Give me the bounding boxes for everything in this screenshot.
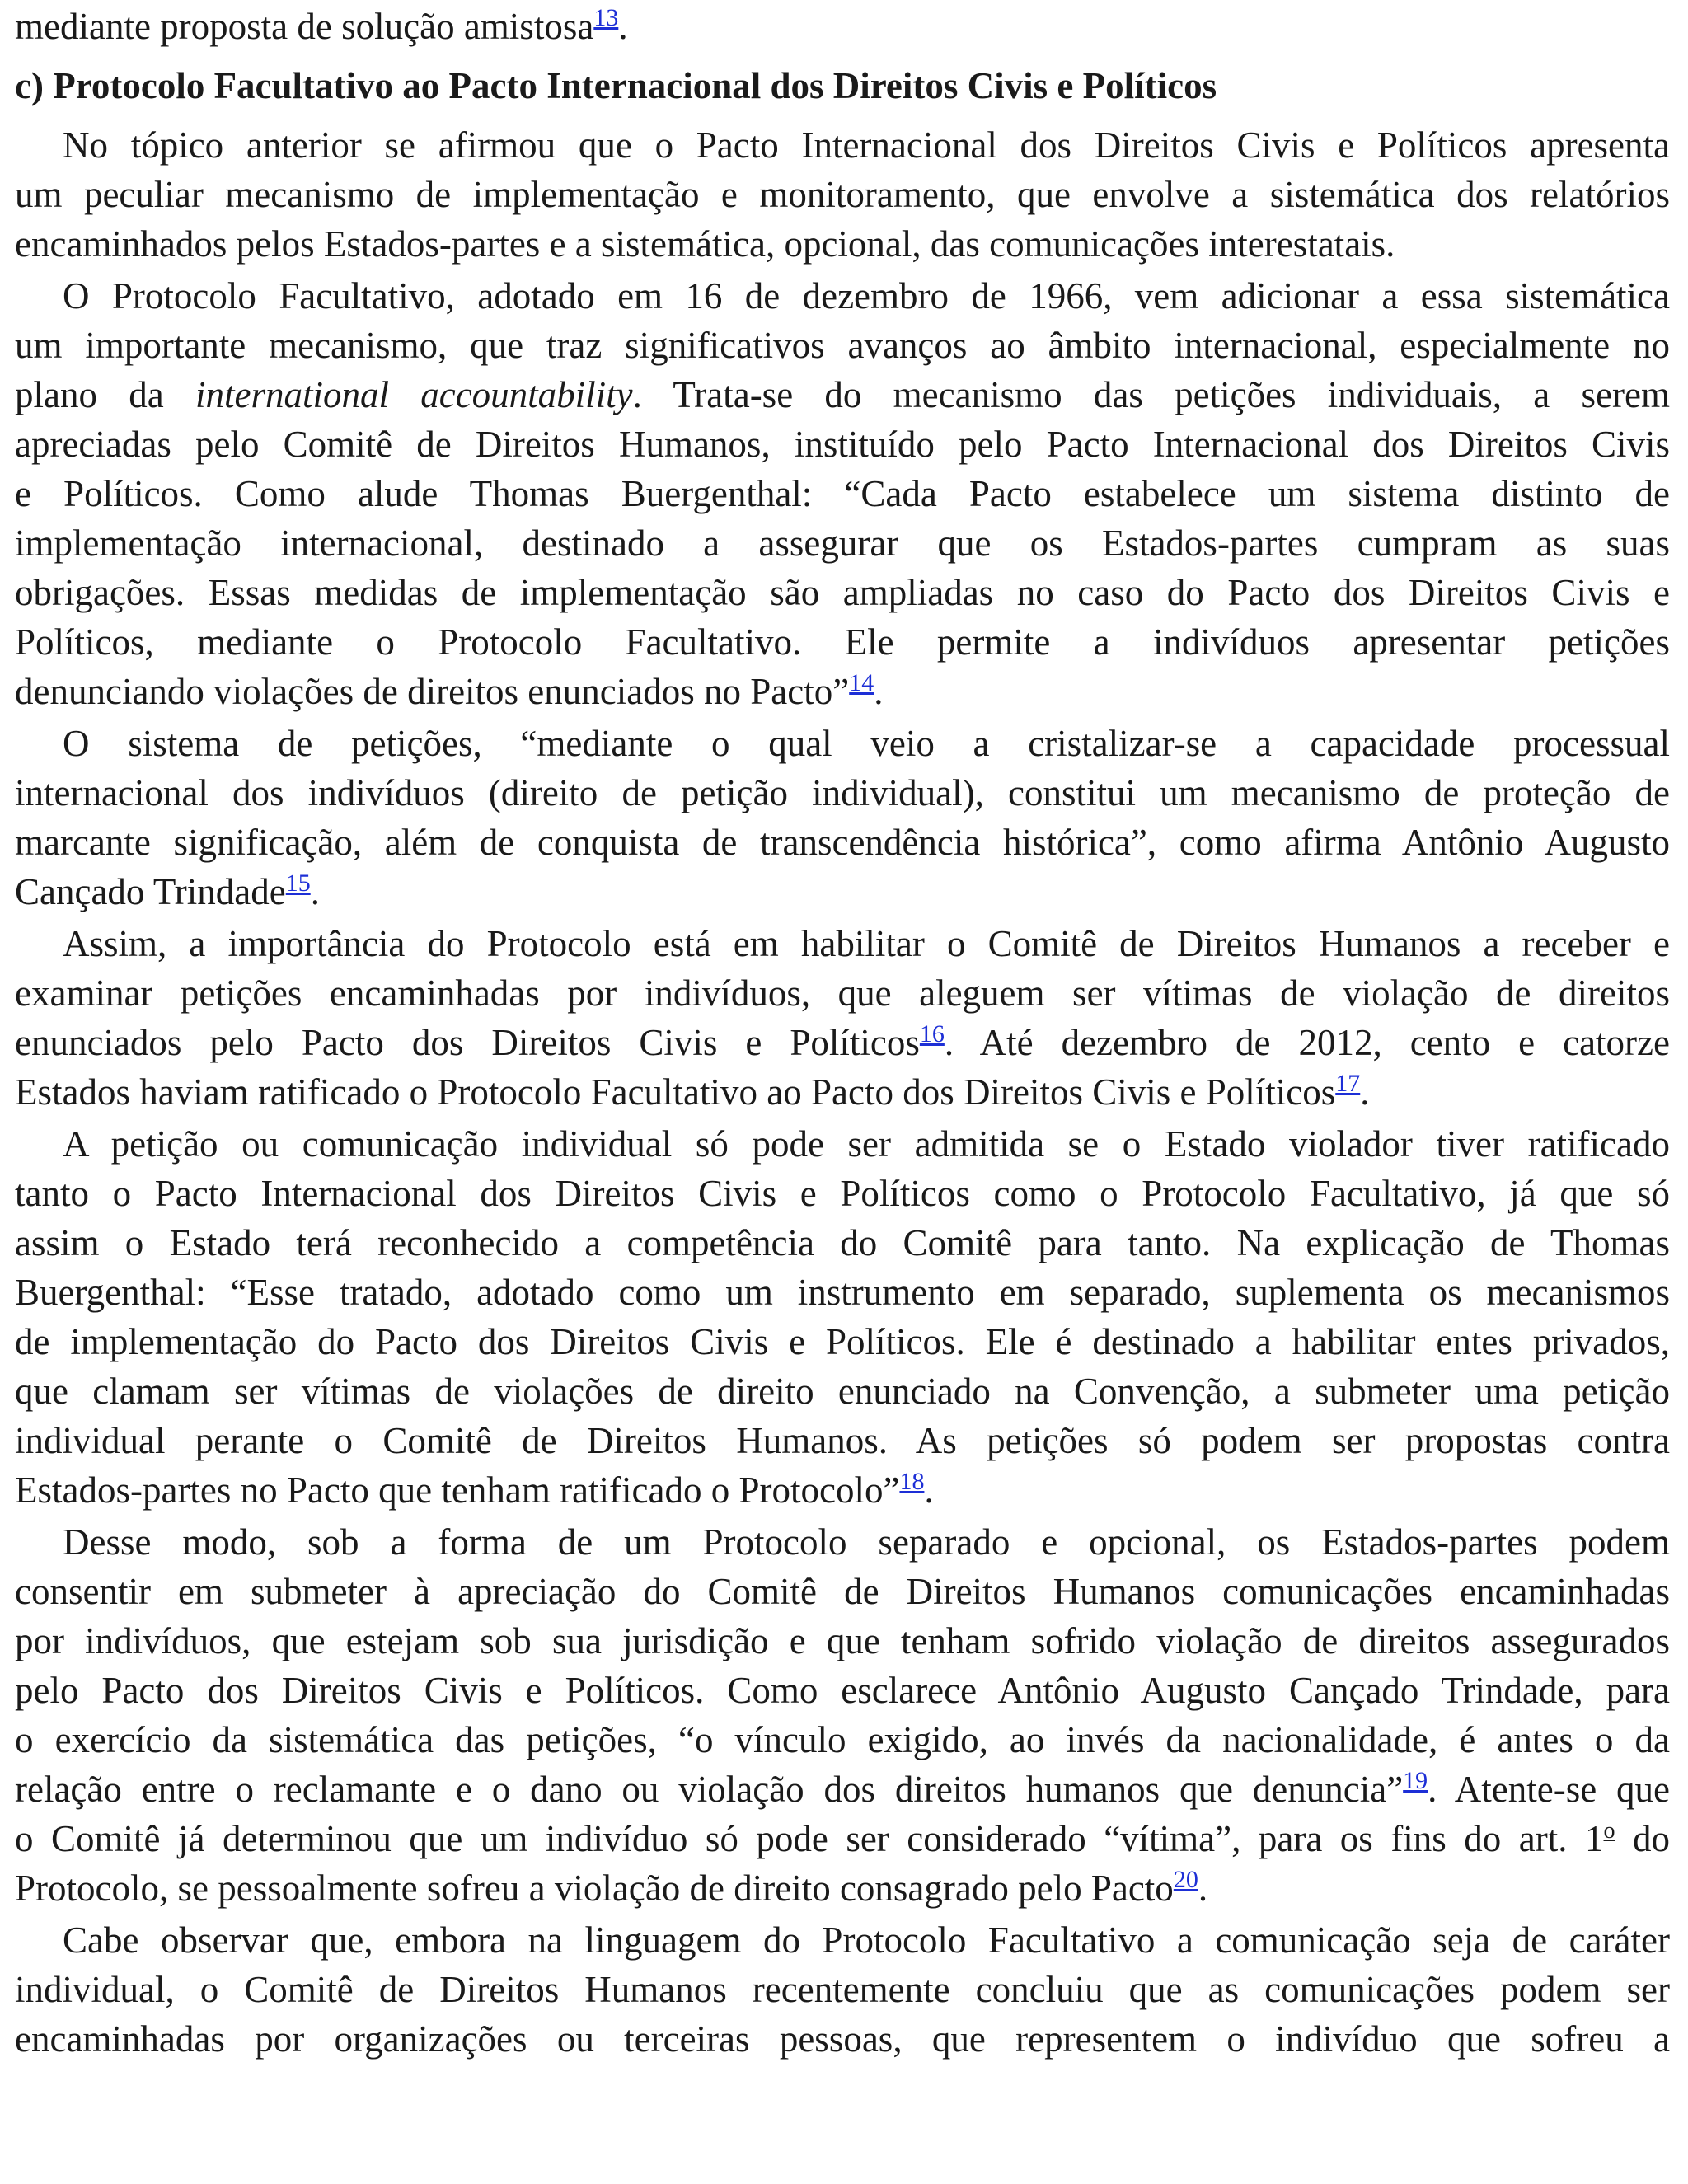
- paragraph-line: o exercício da sistemática das petições, “o vínculo exigido, ao invés da nacionalidade, é antes o da: [15, 1719, 1670, 1760]
- paragraph-line: Cabe observar que, embora na linguagem do Protocolo Facultativo a comunicação seja de caráter: [63, 1919, 1670, 1961]
- paragraph-line: pelo Pacto dos Direitos Civis e Políticos. Como esclarece Antônio Augusto Cançado Trindade, para: [15, 1670, 1670, 1711]
- paragraph-line: um peculiar mecanismo de implementação e monitoramento, que envolve a sistemática dos relatórios: [15, 174, 1670, 215]
- footnote-link-18[interactable]: 18: [899, 1468, 925, 1495]
- paragraph: [15, 271, 1670, 716]
- text-run: .: [1360, 1071, 1370, 1113]
- text-run: Protocolo, se pessoalmente sofreu a violação de direito consagrado pelo Pacto: [15, 1868, 1174, 1909]
- footnote-link-13[interactable]: 13: [593, 4, 619, 31]
- paragraph-line: de implementação do Pacto dos Direitos Civis e Políticos. Ele é destinado a habilitar entes privados,: [15, 1321, 1670, 1362]
- document-page: [15, 0, 1670, 2064]
- paragraph-line: [15, 1018, 1670, 1067]
- paragraph-line: consentir em submeter à apreciação do Comitê de Direitos Humanos comunicações encaminhadas: [15, 1571, 1670, 1612]
- paragraph-line: [15, 667, 1670, 716]
- paragraph-line: Assim, a importância do Protocolo está em habilitar o Comitê de Direitos Humanos a receber e: [63, 923, 1670, 964]
- paragraph-line: [15, 1465, 1670, 1515]
- paragraph-line: e Políticos. Como alude Thomas Buergenthal: “Cada Pacto estabelece um sistema distinto de: [15, 473, 1670, 514]
- paragraph-line: implementação internacional, destinado a assegurar que os Estados-partes cumpram as suas: [15, 523, 1670, 564]
- section-heading: c) Protocolo Facultativo ao Pacto Internacional dos Direitos Civis e Políticos: [15, 65, 1217, 106]
- footnote-link-15[interactable]: 15: [285, 869, 311, 897]
- text-run: . Até dezembro de 2012, cento e catorze: [944, 1022, 1670, 1063]
- footnote-link-17[interactable]: 17: [1335, 1070, 1361, 1097]
- paragraph-line: encaminhadas por organizações ou terceiras pessoas, que representem o indivíduo que sofreu a: [15, 2018, 1670, 2060]
- text-run: do: [1615, 1818, 1670, 1859]
- paragraph-line: Buergenthal: “Esse tratado, adotado como um instrumento em separado, suplementa os mecanismos: [15, 1272, 1670, 1313]
- paragraph-line: [15, 1814, 1670, 1863]
- text-run: denunciando violações de direitos enunciados no Pacto”: [15, 671, 850, 712]
- paragraph-line: que clamam ser vítimas de violações de direito enunciado na Convenção, a submeter uma petição: [15, 1371, 1670, 1412]
- paragraph-line: Desse modo, sob a forma de um Protocolo separado e opcional, os Estados-partes podem: [63, 1521, 1670, 1563]
- paragraph-line: examinar petições encaminhadas por indivíduos, que aleguem ser vítimas de violação de direitos: [15, 972, 1670, 1014]
- text-run: enunciados pelo Pacto dos Direitos Civis e Políticos: [15, 1022, 920, 1063]
- paragraph-line: A petição ou comunicação individual só pode ser admitida se o Estado violador tiver ratificado: [63, 1123, 1670, 1165]
- text-run: . Atente-se que: [1428, 1769, 1670, 1810]
- paragraph-line: No tópico anterior se afirmou que o Pacto Internacional dos Direitos Civis e Políticos apresenta: [63, 124, 1670, 166]
- text-run: .: [874, 671, 884, 712]
- paragraph: [15, 719, 1670, 916]
- text-run: mediante proposta de solução amistosa: [15, 6, 594, 47]
- paragraph: [15, 1517, 1670, 1913]
- ordinal-indicator: o: [1603, 1818, 1615, 1844]
- paragraph-line: [15, 370, 1670, 419]
- footnote-link-14[interactable]: 14: [849, 669, 874, 696]
- text-run: plano da: [15, 374, 195, 415]
- text-run: relação entre o reclamante e o dano ou violação dos direitos humanos que denuncia”: [15, 1769, 1404, 1810]
- paragraph: [15, 1119, 1670, 1515]
- paragraph-line: internacional dos indivíduos (direito de petição individual), constitui um mecanismo de proteção de: [15, 772, 1670, 813]
- paragraph-line: obrigações. Essas medidas de implementação são ampliadas no caso do Pacto dos Direitos Civis e: [15, 572, 1670, 613]
- paragraph-line: um importante mecanismo, que traz significativos avanços ao âmbito internacional, especialmente no: [15, 325, 1670, 366]
- paragraph-line: O Protocolo Facultativo, adotado em 16 de dezembro de 1966, vem adicionar a essa sistemática: [63, 275, 1670, 316]
- text-run: Cançado Trindade: [15, 871, 286, 912]
- paragraph-line: tanto o Pacto Internacional dos Direitos Civis e Políticos como o Protocolo Facultativo, já que só: [15, 1173, 1670, 1214]
- italic-term: international accountability: [195, 374, 633, 415]
- paragraph-line: [15, 1863, 1670, 1913]
- text-run: .: [1198, 1868, 1208, 1909]
- paragraph-line: apreciadas pelo Comitê de Direitos Humanos, instituído pelo Pacto Internacional dos Direitos Civis: [15, 424, 1670, 465]
- paragraph-line: [15, 867, 1670, 916]
- paragraph-line: individual perante o Comitê de Direitos Humanos. As petições só podem ser propostas contra: [15, 1420, 1670, 1461]
- paragraph-line: por indivíduos, que estejam sob sua jurisdição e que tenham sofrido violação de direitos assegurados: [15, 1620, 1670, 1661]
- text-run: Estados haviam ratificado o Protocolo Facultativo ao Pacto dos Direitos Civis e Políticos: [15, 1071, 1336, 1113]
- text-run: o Comitê já determinou que um indivíduo só pode ser considerado “vítima”, para os fins do art. 1: [15, 1818, 1604, 1859]
- paragraph-line: Políticos, mediante o Protocolo Facultativo. Ele permite a indivíduos apresentar petições: [15, 621, 1670, 663]
- paragraph-line: individual, o Comitê de Direitos Humanos recentemente concluiu que as comunicações podem ser: [15, 1969, 1670, 2010]
- text-run: .: [310, 871, 320, 912]
- paragraph-line: [15, 1067, 1670, 1117]
- text-run: Estados-partes no Pacto que tenham ratificado o Protocolo”: [15, 1469, 900, 1511]
- paragraph-line: assim o Estado terá reconhecido a competência do Comitê para tanto. Na explicação de Thomas: [15, 1222, 1670, 1263]
- paragraph: [15, 919, 1670, 1117]
- text-run: . Trata-se do mecanismo das petições individuais, a serem: [632, 374, 1670, 415]
- paragraph: [15, 120, 1670, 269]
- footnote-link-20[interactable]: 20: [1173, 1866, 1198, 1893]
- paragraph-line: O sistema de petições, “mediante o qual veio a cristalizar-se a capacidade processual: [63, 723, 1670, 764]
- paragraph-line: [15, 1765, 1670, 1814]
- footnote-link-19[interactable]: 19: [1403, 1767, 1428, 1794]
- footnote-link-16[interactable]: 16: [919, 1020, 945, 1047]
- paragraph: [15, 1915, 1670, 2064]
- paragraph-line: encaminhados pelos Estados-partes e a sistemática, opcional, das comunicações interestatais.: [15, 223, 1395, 265]
- paragraph-line: [15, 2, 1670, 51]
- text-run: .: [924, 1469, 934, 1511]
- text-run: .: [618, 6, 628, 47]
- paragraph-line: marcante significação, além de conquista de transcendência histórica”, como afirma Antônio Augusto: [15, 822, 1670, 863]
